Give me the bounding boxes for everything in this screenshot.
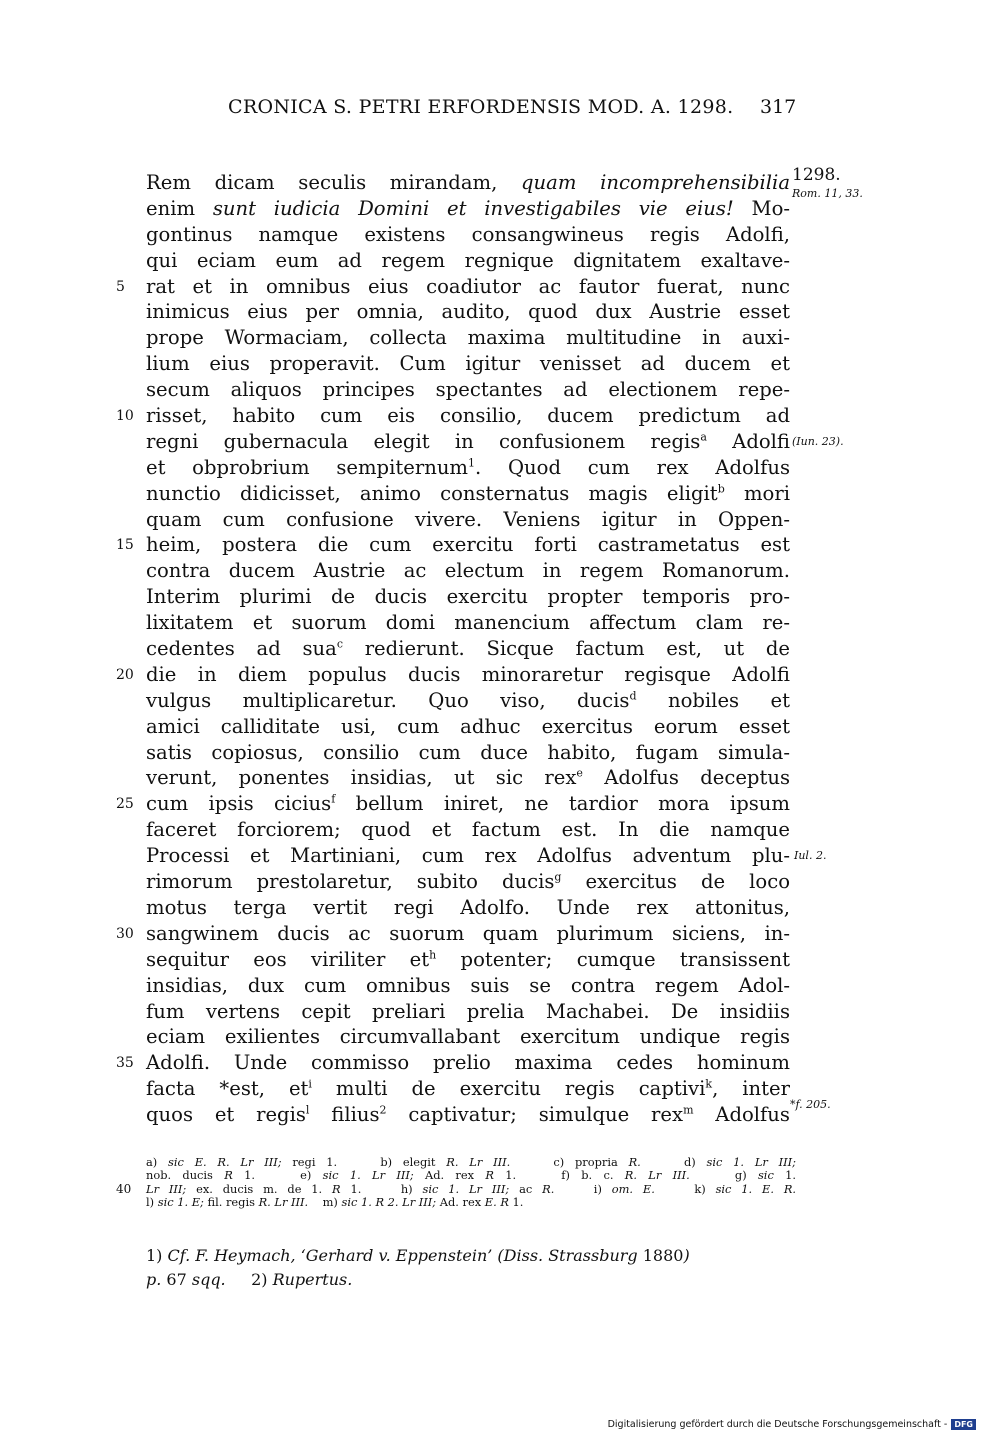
line-number: 25 <box>116 796 134 813</box>
text-line <box>146 714 790 740</box>
text-line <box>116 662 790 688</box>
line-number: 15 <box>116 537 134 554</box>
text-line <box>146 999 790 1025</box>
text-line <box>146 196 790 222</box>
line-number: 30 <box>116 925 134 942</box>
line-text: Interim plurimi de ducis exercitu propter temporis pro- <box>146 585 790 609</box>
main-text <box>116 170 791 1128</box>
line-number: 5 <box>116 278 125 295</box>
line-text: enim sunt iudicia Domini et investigabiles vie eius! Mo- <box>146 196 790 220</box>
text-line <box>146 455 790 481</box>
line-number: 40 <box>116 1181 132 1196</box>
text-line <box>146 973 790 999</box>
margin-year: 1298. <box>792 165 841 185</box>
footnote: 1) Cf. F. Heymach, ‘Gerhard v. Eppenstein’ (Diss. Strassburg 1880) <box>146 1246 690 1265</box>
text-line <box>146 481 790 507</box>
apparatus-text: Lr III; ex. ducis m. de 1. R 1. h) sic 1. Lr III; ac R. i) om. E. k) sic 1. E. R. <box>146 1181 797 1196</box>
credit-text: Digitalisierung gefördert durch die Deutsche Forschungsgemeinschaft - <box>607 1419 948 1430</box>
text-line <box>146 325 790 351</box>
text-line <box>146 1076 790 1102</box>
text-line <box>146 610 790 636</box>
line-text: sangwinem ducis ac suorum quam plurimum siciens, in- <box>146 921 790 945</box>
apparatus-text: nob. ducis R 1. e) sic 1. Lr III; Ad. rex R 1. f) b. c. R. Lr III. g) sic 1. <box>146 1168 796 1183</box>
text-line <box>116 791 790 817</box>
line-text: gontinus namque existens consangwineus regis Adolfi, <box>146 222 790 246</box>
margin-ref-rom: Rom. 11, 33. <box>792 187 863 200</box>
line-text: lixitatem et suorum domi manencium affectum clam re- <box>146 611 790 635</box>
line-text: eciam exilientes circumvallabant exercitum undique regis <box>146 1025 790 1049</box>
line-text: risset, habito cum eis consilio, ducem predictum ad <box>146 404 790 428</box>
text-line <box>146 1102 790 1128</box>
text-line <box>116 532 790 558</box>
line-text: lium eius properavit. Cum igitur venisset ad ducem et <box>146 352 790 376</box>
text-line <box>146 843 790 869</box>
line-text: et obprobrium sempiternum$^1$. Quod cum rex Adolfus <box>146 455 790 479</box>
critical-apparatus <box>116 1155 797 1210</box>
text-line <box>146 299 790 325</box>
digitization-credit <box>608 1419 976 1430</box>
line-text: insidias, dux cum omnibus suis se contra regem Adol- <box>146 973 790 997</box>
line-text: satis copiosus, consilio cum duce habito, fugam simula- <box>146 740 790 764</box>
running-head <box>0 96 1000 126</box>
text-line <box>146 765 790 791</box>
line-text: cum ipsis cicius$^f$ bellum iniret, ne tardior mora ipsum <box>146 792 790 816</box>
text-line <box>146 817 790 843</box>
text-line <box>146 584 790 610</box>
margin-ref-iun: (Iun. 23). <box>792 435 844 448</box>
text-line <box>146 558 790 584</box>
apparatus-line <box>146 1196 796 1209</box>
apparatus-line <box>146 1169 796 1182</box>
dfg-logo: DFG <box>951 1419 976 1430</box>
line-text: Processi et Martiniani, cum rex Adolfus adventum plu- <box>146 844 790 868</box>
line-text: amici calliditate usi, cum adhuc exercitus eorum esset <box>146 714 790 738</box>
line-text: prope Wormaciam, collecta maxima multitudine in auxi- <box>146 326 790 350</box>
text-line <box>146 170 790 196</box>
text-line <box>116 1050 790 1076</box>
text-line <box>146 351 790 377</box>
text-line <box>146 248 790 274</box>
page-title: CRONICA S. PETRI ERFORDENSIS MOD. A. 1298. <box>228 96 734 118</box>
line-text: fum vertens cepit preliari prelia Machabei. De insidiis <box>146 999 790 1023</box>
text-line <box>146 507 790 533</box>
line-text: secum aliquos principes spectantes ad electionem repe- <box>146 378 790 402</box>
footnotes <box>146 1244 786 1292</box>
page-number: 317 <box>760 96 797 118</box>
line-text: Adolfi. Unde commisso prelio maxima cedes hominum <box>146 1051 790 1075</box>
line-text: heim, postera die cum exercitu forti castrametatus est <box>146 533 790 557</box>
line-text: nunctio didicisset, animo consternatus magis eligit$^b$ mori <box>146 481 790 505</box>
line-number: 10 <box>116 408 134 425</box>
text-line <box>146 895 790 921</box>
text-line <box>146 222 790 248</box>
text-line <box>116 403 790 429</box>
apparatus-line <box>146 1156 796 1169</box>
line-text: quam cum confusione vivere. Veniens igitur in Oppen- <box>146 507 790 531</box>
line-text: Rem dicam seculis mirandam, quam incomprehensibilia <box>146 171 791 194</box>
apparatus-text: l) sic 1. E; fil. regis R. Lr III. m) sic 1. R 2. Lr III; Ad. rex E. R 1. <box>146 1195 524 1210</box>
line-text: die in diem populus ducis minoraretur regisque Adolfi <box>146 662 790 686</box>
text-line <box>146 377 790 403</box>
line-text: sequitur eos viriliter $et^h$ potenter; cumque transissent <box>146 947 790 971</box>
line-text: cedentes ad sua$^c$ redierunt. Sicque factum est, ut de <box>146 637 791 661</box>
line-text: inimicus eius per omnia, audito, quod dux Austrie esset <box>146 300 790 324</box>
margin-ref-iul: Iul. 2. <box>794 849 827 862</box>
line-text: contra ducem Austrie ac electum in regem Romanorum. <box>146 559 790 583</box>
text-line <box>116 274 790 300</box>
apparatus-line <box>116 1181 797 1196</box>
line-number: 35 <box>116 1055 134 1072</box>
text-line <box>146 740 790 766</box>
line-text: verunt, ponentes insidias, ut sic rex$^e$ Adolfus deceptus <box>146 766 790 790</box>
line-text: faceret forciorem; quod et factum est. In die namque <box>146 818 790 842</box>
margin-ref-folio: *f. 205. <box>790 1098 831 1111</box>
text-line <box>116 921 790 947</box>
text-line <box>146 1024 790 1050</box>
line-text: rimorum prestolaretur, subito ducis$^g$ exercitus de loco <box>146 870 790 894</box>
footnote: p. 67 sqq. 2) Rupertus. <box>146 1270 353 1289</box>
line-text: rat et in omnibus eius coadiutor ac fautor fuerat, nunc <box>146 274 790 298</box>
text-line <box>146 869 790 895</box>
text-line <box>146 947 790 973</box>
line-text: qui eciam eum ad regem regnique dignitatem exaltave- <box>146 248 790 272</box>
line-text: regni gubernacula elegit in confusionem regis$^a$ Adolfi <box>146 429 790 453</box>
line-text: motus terga vertit regi Adolfo. Unde rex attonitus, <box>146 895 790 919</box>
text-line <box>146 688 790 714</box>
line-text: vulgus multiplicaretur. Quo viso, ducis$^d$ nobiles et <box>146 688 791 712</box>
text-line <box>146 636 790 662</box>
line-text: facta *est, $et^i$ multi de exercitu regis captivi$^k$, inter <box>146 1077 790 1101</box>
text-line <box>146 429 790 455</box>
line-number: 20 <box>116 666 134 683</box>
line-text: quos et regis$^l$ filius$^2$ captivatur; simulque rex$^m$ Adolfus <box>146 1103 790 1127</box>
apparatus-text: a) sic E. R. Lr III; regi 1. b) elegit R. Lr III. c) propria R. d) sic 1. Lr III; <box>146 1155 796 1169</box>
